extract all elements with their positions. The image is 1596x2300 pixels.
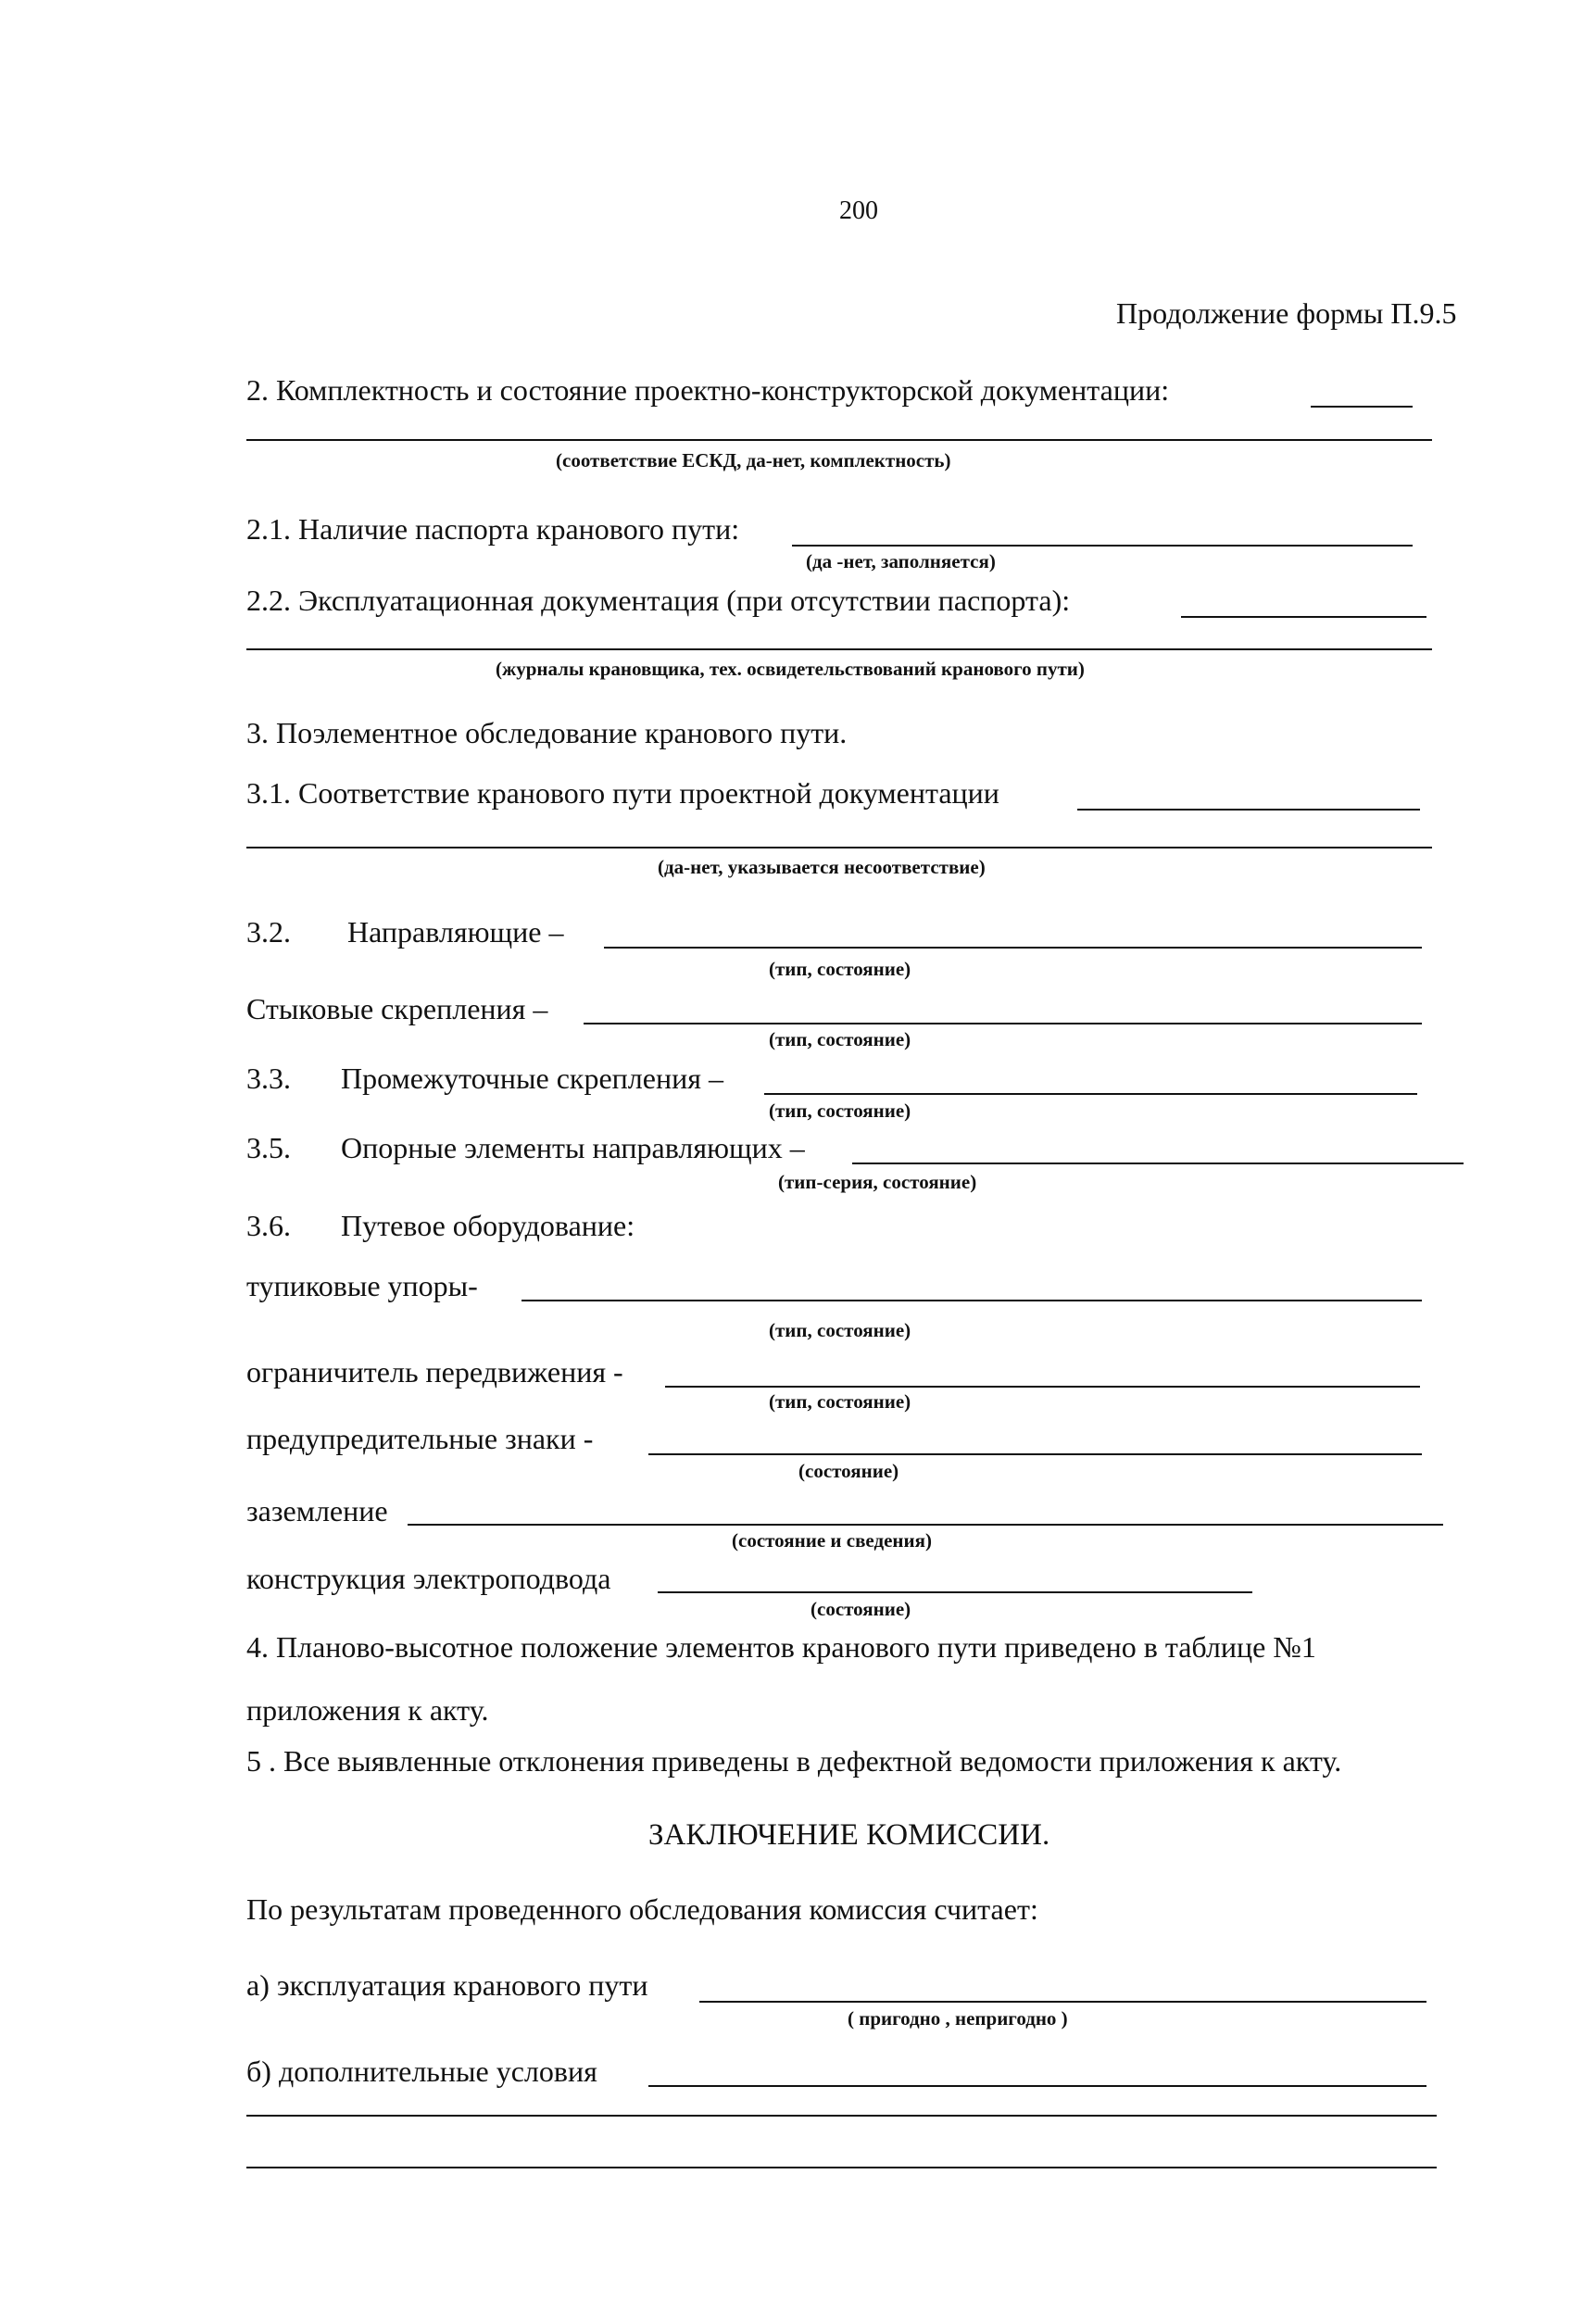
- form-continuation-label: Продолжение формы П.9.5: [1116, 296, 1457, 330]
- additional-conditions-field[interactable]: [648, 2085, 1426, 2087]
- passport-field[interactable]: [792, 545, 1413, 547]
- intermediate-fastenings-field[interactable]: [764, 1093, 1417, 1095]
- grounding-field[interactable]: [408, 1524, 1443, 1526]
- support-elements-field[interactable]: [852, 1163, 1464, 1164]
- page-number: 200: [839, 196, 878, 225]
- section-2-hint: (соответствие ЕСКД, да-нет, комплектность): [556, 449, 951, 471]
- section-3-1-hint: (да-нет, указывается несоответствие): [658, 856, 986, 878]
- section-3-1-label: 3.1. Соответствие кранового пути проектной документации: [246, 776, 999, 810]
- section-2-field[interactable]: [1311, 406, 1413, 408]
- section-3-6-number: 3.6.: [246, 1209, 291, 1242]
- section-4-line-1: 4. Планово-высотное положение элементов кранового пути приведено в таблице №1: [246, 1630, 1316, 1664]
- section-2-1-label: 2.1. Наличие паспорта кранового пути:: [246, 512, 740, 546]
- project-compliance-field-line-2[interactable]: [246, 847, 1432, 848]
- operation-label: а) эксплуатация кранового пути: [246, 1968, 648, 2002]
- travel-limiter-label: ограничитель передвижения -: [246, 1355, 623, 1389]
- section-3-5-label: Опорные элементы направляющих –: [341, 1131, 805, 1164]
- travel-limiter-hint: (тип, состояние): [769, 1390, 911, 1413]
- section-3-3-hint: (тип, состояние): [769, 1100, 911, 1122]
- additional-conditions-field-line-3[interactable]: [246, 2167, 1437, 2168]
- warning-signs-hint: (состояние): [798, 1460, 899, 1482]
- section-3-2-hint: (тип, состояние): [769, 958, 911, 980]
- project-compliance-field[interactable]: [1077, 809, 1420, 811]
- section-3-2-label: Направляющие –: [347, 915, 564, 949]
- section-2-2-hint: (журналы крановщика, тех. освидетельствований кранового пути): [496, 658, 1085, 680]
- joints-hint: (тип, состояние): [769, 1028, 911, 1050]
- section-3-5-number: 3.5.: [246, 1131, 291, 1164]
- section-3-2-number: 3.2.: [246, 915, 291, 949]
- warning-signs-field[interactable]: [648, 1453, 1422, 1455]
- power-supply-label: конструкция электроподвода: [246, 1562, 611, 1595]
- operation-hint: ( пригодно , непригодно ): [848, 2007, 1068, 2030]
- additional-conditions-field-line-2[interactable]: [246, 2115, 1437, 2117]
- grounding-hint: (состояние и сведения): [732, 1529, 932, 1552]
- operation-field[interactable]: [699, 2001, 1426, 2003]
- section-2-field-line-2[interactable]: [246, 439, 1432, 441]
- joints-field[interactable]: [584, 1023, 1422, 1024]
- operational-docs-field-line-2[interactable]: [246, 648, 1432, 650]
- guides-field[interactable]: [604, 947, 1422, 949]
- section-4-line-2: приложения к акту.: [246, 1693, 489, 1727]
- joints-label: Стыковые скрепления –: [246, 992, 548, 1025]
- section-3-title: 3. Поэлементное обследование кранового пути.: [246, 716, 848, 749]
- power-supply-hint: (состояние): [811, 1598, 911, 1620]
- end-stops-hint: (тип, состояние): [769, 1319, 911, 1341]
- section-3-6-label: Путевое оборудование:: [341, 1209, 635, 1242]
- conclusion-intro: По результатам проведенного обследования комиссия считает:: [246, 1892, 1038, 1926]
- travel-limiter-field[interactable]: [665, 1386, 1420, 1388]
- power-supply-field[interactable]: [658, 1591, 1252, 1593]
- section-5-text: 5 . Все выявленные отклонения приведены в дефектной ведомости приложения к акту.: [246, 1744, 1342, 1778]
- end-stops-field[interactable]: [522, 1300, 1422, 1301]
- section-3-3-label: Промежуточные скрепления –: [341, 1062, 723, 1095]
- grounding-label: заземление: [246, 1494, 388, 1527]
- section-3-3-number: 3.3.: [246, 1062, 291, 1095]
- end-stops-label: тупиковые упоры-: [246, 1269, 478, 1302]
- additional-conditions-label: б) дополнительные условия: [246, 2055, 597, 2088]
- conclusion-heading: ЗАКЛЮЧЕНИЕ КОМИССИИ.: [648, 1818, 1050, 1852]
- operational-docs-field[interactable]: [1181, 616, 1426, 618]
- section-2-title: 2. Комплектность и состояние проектно-конструкторской документации:: [246, 373, 1170, 407]
- section-2-1-hint: (да -нет, заполняется): [806, 550, 996, 572]
- section-2-2-label: 2.2. Эксплуатационная документация (при отсутствии паспорта):: [246, 584, 1071, 617]
- warning-signs-label: предупредительные знаки -: [246, 1422, 594, 1455]
- section-3-5-hint: (тип-серия, состояние): [778, 1171, 977, 1193]
